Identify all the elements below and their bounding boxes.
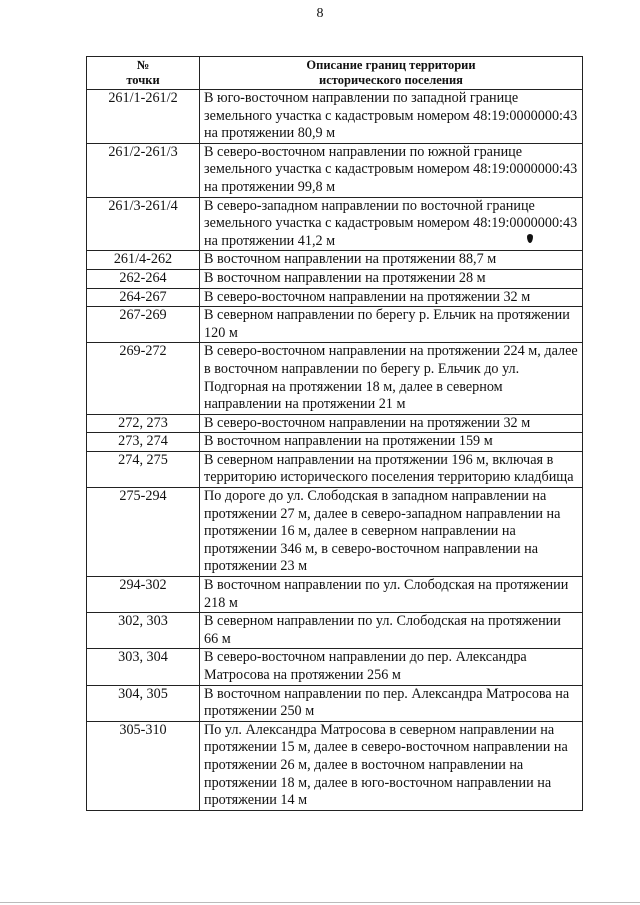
table-row bbox=[87, 269, 583, 288]
point-number-header-line1: № bbox=[136, 58, 150, 72]
row-description: В северо-западном направлении по восточной границе земельного участка с кадастровым номером 48:19:0000000:43 на протяжении 41,2 м bbox=[200, 197, 583, 251]
table-row bbox=[87, 288, 583, 307]
row-points: 273, 274 bbox=[87, 433, 200, 452]
table-row bbox=[87, 343, 583, 414]
table-row bbox=[87, 451, 583, 487]
row-points: 294-302 bbox=[87, 577, 200, 613]
row-description: В северном направлении на протяжении 196 м, включая в территорию исторического поселения территорию кладбища bbox=[200, 451, 583, 487]
table-row bbox=[87, 577, 583, 613]
page-number: 8 bbox=[316, 6, 324, 21]
row-description: В северо-восточном направлении на протяжении 224 м, далее в восточном направлении по берегу р. Ельчик до ул. Подгорная на протяжении 18 м, далее в северном направлении на протяжении 21 м bbox=[200, 343, 583, 414]
table-body bbox=[87, 90, 583, 811]
table-row bbox=[87, 488, 583, 577]
row-points: 305-310 bbox=[87, 721, 200, 810]
row-description: В северо-восточном направлении на протяжении 32 м bbox=[200, 288, 583, 307]
table-row bbox=[87, 197, 583, 251]
row-points: 304, 305 bbox=[87, 685, 200, 721]
row-points: 262-264 bbox=[87, 269, 200, 288]
row-points: 272, 273 bbox=[87, 414, 200, 433]
table-header bbox=[87, 57, 583, 90]
row-points: 302, 303 bbox=[87, 613, 200, 649]
row-description: В северном направлении по берегу р. Ельчик на протяжении 120 м bbox=[200, 307, 583, 343]
row-description: В восточном направлении на протяжении 88,7 м bbox=[200, 251, 583, 270]
row-points: 264-267 bbox=[87, 288, 200, 307]
table-row bbox=[87, 143, 583, 197]
table-row bbox=[87, 685, 583, 721]
row-points: 261/4-262 bbox=[87, 251, 200, 270]
row-points: 269-272 bbox=[87, 343, 200, 414]
row-description: В восточном направлении на протяжении 159 м bbox=[200, 433, 583, 452]
row-description: В северо-восточном направлении до пер. Александра Матросова на протяжении 256 м bbox=[200, 649, 583, 685]
description-header-line2: исторического поселения bbox=[319, 73, 463, 87]
row-description: В восточном направлении по ул. Слободская на протяжении 218 м bbox=[200, 577, 583, 613]
point-number-header-line2: точки bbox=[126, 73, 160, 87]
row-points: 261/2-261/3 bbox=[87, 143, 200, 197]
row-points: 275-294 bbox=[87, 488, 200, 577]
row-points: 303, 304 bbox=[87, 649, 200, 685]
row-points: 261/3-261/4 bbox=[87, 197, 200, 251]
table-row bbox=[87, 90, 583, 144]
table-row bbox=[87, 307, 583, 343]
table-row bbox=[87, 613, 583, 649]
row-description: По ул. Александра Матросова в северном направлении на протяжении 15 м, далее в северо-восточном направлении на протяжении 26 м, далее в восточном направлении на протяжении 18 м, далее в юго-восточном направлении на протяжении 14 м bbox=[200, 721, 583, 810]
scan-edge-divider bbox=[0, 902, 640, 903]
description-header bbox=[200, 57, 583, 90]
table-row bbox=[87, 433, 583, 452]
row-description: В восточном направлении по пер. Александра Матросова на протяжении 250 м bbox=[200, 685, 583, 721]
row-description: В восточном направлении на протяжении 28 м bbox=[200, 269, 583, 288]
row-description: В северо-восточном направлении на протяжении 32 м bbox=[200, 414, 583, 433]
row-description: По дороге до ул. Слободская в западном направлении на протяжении 27 м, далее в северо-западном направлении на протяжении 16 м, далее в северном направлении на протяжении 346 м, в северо-восточном направлении на протяжении 23 м bbox=[200, 488, 583, 577]
table-row bbox=[87, 721, 583, 810]
table-row bbox=[87, 414, 583, 433]
table-row bbox=[87, 251, 583, 270]
row-description: В северо-восточном направлении по южной границе земельного участка с кадастровым номером 48:19:0000000:43 на протяжении 99,8 м bbox=[200, 143, 583, 197]
table-row bbox=[87, 649, 583, 685]
row-description: В юго-восточном направлении по западной границе земельного участка с кадастровым номером 48:19:0000000:43 на протяжении 80,9 м bbox=[200, 90, 583, 144]
row-description: В северном направлении по ул. Слободская на протяжении 66 м bbox=[200, 613, 583, 649]
row-points: 267-269 bbox=[87, 307, 200, 343]
row-points: 274, 275 bbox=[87, 451, 200, 487]
header-row bbox=[87, 57, 583, 90]
description-header-line1: Описание границ территории bbox=[306, 58, 476, 72]
point-number-header bbox=[87, 57, 200, 90]
boundary-table bbox=[86, 56, 583, 811]
row-points: 261/1-261/2 bbox=[87, 90, 200, 144]
